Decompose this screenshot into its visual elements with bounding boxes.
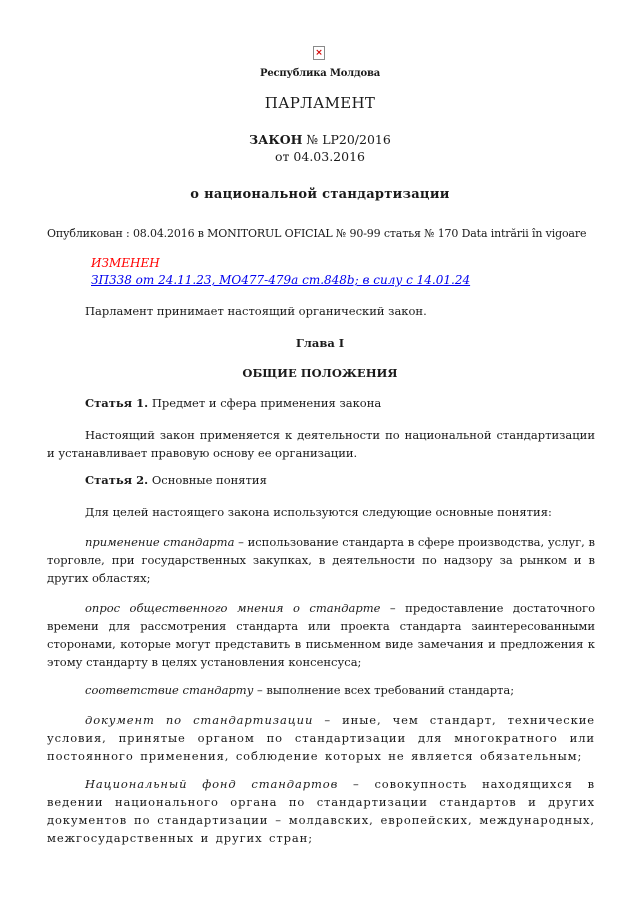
definition-text: – использование стандарта в сфере производства, услуг, в торговле, при государственных закупках, в деятельности по надзору за рынком и в других областях; bbox=[47, 535, 596, 585]
definition-item bbox=[47, 533, 595, 587]
article-2-label: Статья 2. bbox=[85, 473, 149, 487]
chapter-number: Глава I bbox=[295, 336, 345, 350]
amended-label: ИЗМЕНЕН bbox=[91, 256, 160, 270]
article-1-label: Статья 1. bbox=[85, 396, 149, 410]
preamble: Парламент принимает настоящий органический закон. bbox=[85, 304, 427, 318]
article-2-title: Основные понятия bbox=[151, 473, 267, 487]
definition-item bbox=[47, 599, 595, 671]
article-1-title: Предмет и сфера применения закона bbox=[151, 396, 382, 410]
article-2-intro: Для целей настоящего закона используются следующие основные понятия: bbox=[85, 505, 552, 519]
definition-text: – предоставление достаточного времени для рассмотрения стандарта или проекта стандарта заинтересованными сторонами, которые могут представить в письменном виде замечания и предложения к этому стандарту в целях установления консенсуса; bbox=[47, 601, 595, 669]
definition-term: Национальный фонд стандартов bbox=[85, 777, 339, 791]
definition-item bbox=[47, 681, 595, 699]
broken-image-icon: × bbox=[313, 46, 325, 60]
chapter-title: ОБЩИЕ ПОЛОЖЕНИЯ bbox=[242, 366, 398, 380]
article-2-heading bbox=[85, 473, 267, 487]
amendment-link[interactable]: ЗП338 от 24.11.23, MO477-479a ст.848b; в силу с 14.01.24 bbox=[91, 273, 471, 287]
law-date: от 04.03.2016 bbox=[275, 149, 365, 164]
definition-text: – совокупность находящихся в ведении национального органа по стандартизации стандартов и других документов по стандартизации – молдавских, европейских, международных, межгосударственных и других стран; bbox=[47, 777, 595, 845]
republic-name: Республика Молдова bbox=[260, 68, 380, 79]
publication-info: Опубликован : 08.04.2016 в MONITORUL OFICIAL № 90-99 статья № 170 Data intrării în vigoare bbox=[47, 227, 587, 240]
article-1-text: Настоящий закон применяется к деятельности по национальной стандартизации и устанавливает правовую основу ее организации. bbox=[47, 428, 595, 460]
definition-term: опрос общественного мнения о стандарте bbox=[85, 601, 381, 615]
parliament-heading: ПАРЛАМЕНТ bbox=[264, 94, 376, 112]
article-1-heading bbox=[85, 396, 381, 410]
law-title: о национальной стандартизации bbox=[190, 187, 450, 202]
definition-text: – выполнение всех требований стандарта; bbox=[253, 683, 515, 697]
definition-text: – иные, чем стандарт, технические условия, принятые органом по стандартизации для многократного или постоянного применения, соблюдение которых не является обязательным; bbox=[47, 713, 595, 763]
definition-term: применение стандарта bbox=[85, 535, 235, 549]
definition-term: соответствие стандарту bbox=[85, 683, 254, 697]
definition-item bbox=[47, 711, 595, 765]
law-label: ЗАКОН bbox=[249, 132, 303, 147]
law-number-value: № LP20/2016 bbox=[306, 132, 391, 147]
definition-item bbox=[47, 775, 595, 847]
definition-term: документ по стандартизации bbox=[85, 713, 314, 727]
law-number bbox=[0, 132, 640, 147]
